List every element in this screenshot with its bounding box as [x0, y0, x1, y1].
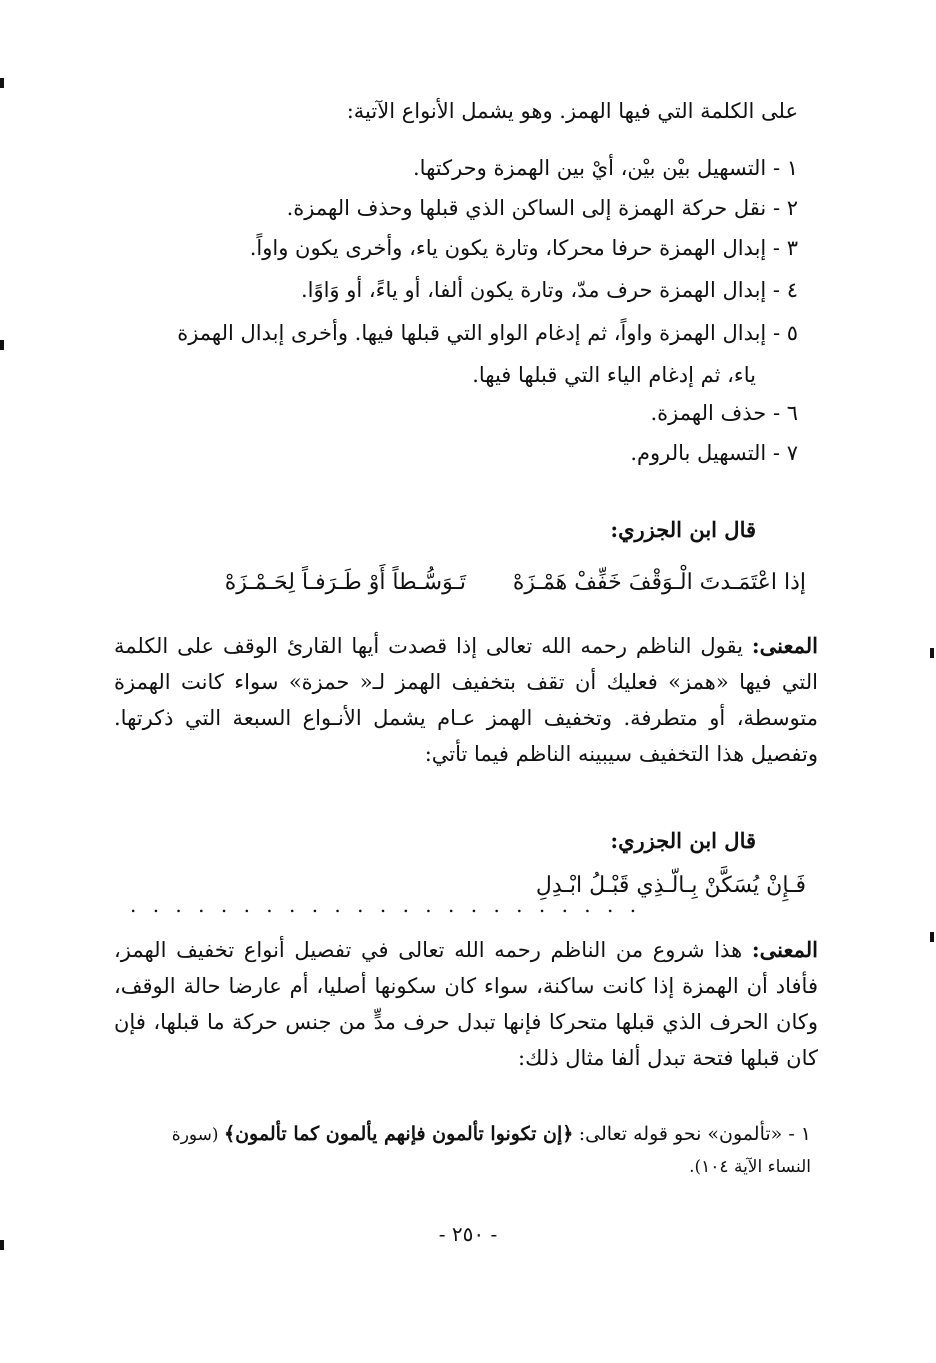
footnote-reference: (سورة	[171, 1125, 219, 1145]
footnote-prefix: ١ - «تألمون» نحو قوله تعالى:	[578, 1123, 811, 1145]
list-item: ٤ - إبدال الهمزة حرف مدّ، وتارة يكون ألفا، أو ياءً، أو وَاوًا.	[300, 278, 798, 302]
quran-quote: ﴿إن تكونوا تألمون فإنهم يألمون كما تألمون﴾	[223, 1123, 574, 1145]
meaning-text: يقول الناظم رحمه الله تعالى إذا قصدت أيها القارئ الوقف على الكلمة التي فيها «همز» فعليك أن تقف بتخفيف الهمز لـ« حمزة» سواء كانت الهمزة متوسطة، أو متطرفة. وتخفيف الهمز عـام يشمل الأنـواع السبعة التي ذكرتها. وتفصيل هذا التخفيف سيبينه الناظم فيما تأتي:	[114, 634, 818, 766]
scan-mark	[0, 78, 4, 88]
page-number: - ٢٥٠ -	[438, 1222, 498, 1246]
list-item: ٧ - التسهيل بالروم.	[630, 441, 798, 465]
verse-first-hemistich: إذا اعْتَمَـدتَ الْـوَقْفَ خَفِّفْ هَمْـزَهْ	[512, 570, 806, 595]
meaning-text: هذا شروع من الناظم رحمه الله تعالى في تفصيل أنواع تخفيف الهمز، فأفاد أن الهمزة إذا كانت ساكنة، سواء كان سكونها أصليا، أم عارضا حالة الوقف، وكان الحرف الذي قبلها متحركا فإنها تبدل حرف مدٍّ من جنس حركة ما قبلها، فإن كان قبلها فتحة تبدل ألفا مثال ذلك:	[114, 938, 818, 1070]
meaning-paragraph	[114, 932, 818, 1076]
section-heading: قال ابن الجزري:	[610, 517, 756, 542]
verse-dots: . . . . . . . . . . . . . . . . . . . . . . .	[130, 893, 642, 917]
list-item: ٢ - نقل حركة الهمزة إلى الساكن الذي قبلها وحذف الهمزة.	[286, 196, 798, 220]
meaning-label: المعنى:	[751, 633, 818, 658]
intro-line: على الكلمة التي فيها الهمز. وهو يشمل الأنواع الآتية:	[346, 99, 798, 123]
footnote-reference: النساء الآية ١٠٤).	[689, 1157, 811, 1177]
scan-mark	[0, 1240, 4, 1250]
section-heading: قال ابن الجزري:	[610, 828, 756, 853]
scan-mark	[930, 932, 934, 942]
meaning-label: المعنى:	[751, 937, 819, 962]
verse-second-hemistich: تَـوَسُّـطاً أَوْ طَـرَفـاً لِحَـمْـزَهْ	[224, 570, 466, 595]
list-item: ٦ - حذف الهمزة.	[650, 401, 798, 425]
verse-first-hemistich: فَـإِنْ يُسَكَّنْ بِـالّـذِي قَبْـلُ ابْـدِلِ	[535, 873, 806, 898]
footnote	[118, 1118, 811, 1183]
scan-mark	[0, 340, 4, 350]
meaning-paragraph	[114, 628, 818, 772]
list-item: ١ - التسهيل بيْن بيْن، أيْ بين الهمزة وحركتها.	[413, 156, 798, 180]
scan-mark	[930, 648, 934, 658]
list-item-continuation: ياء، ثم إدغام الياء التي قبلها فيها.	[472, 363, 756, 387]
list-item: ٥ - إبدال الهمزة واواً، ثم إدغام الواو التي قبلها فيها. وأخرى إبدال الهمزة	[177, 321, 798, 345]
list-item: ٣ - إبدال الهمزة حرفا محركا، وتارة يكون ياء، وأخرى يكون واواً.	[249, 236, 798, 260]
